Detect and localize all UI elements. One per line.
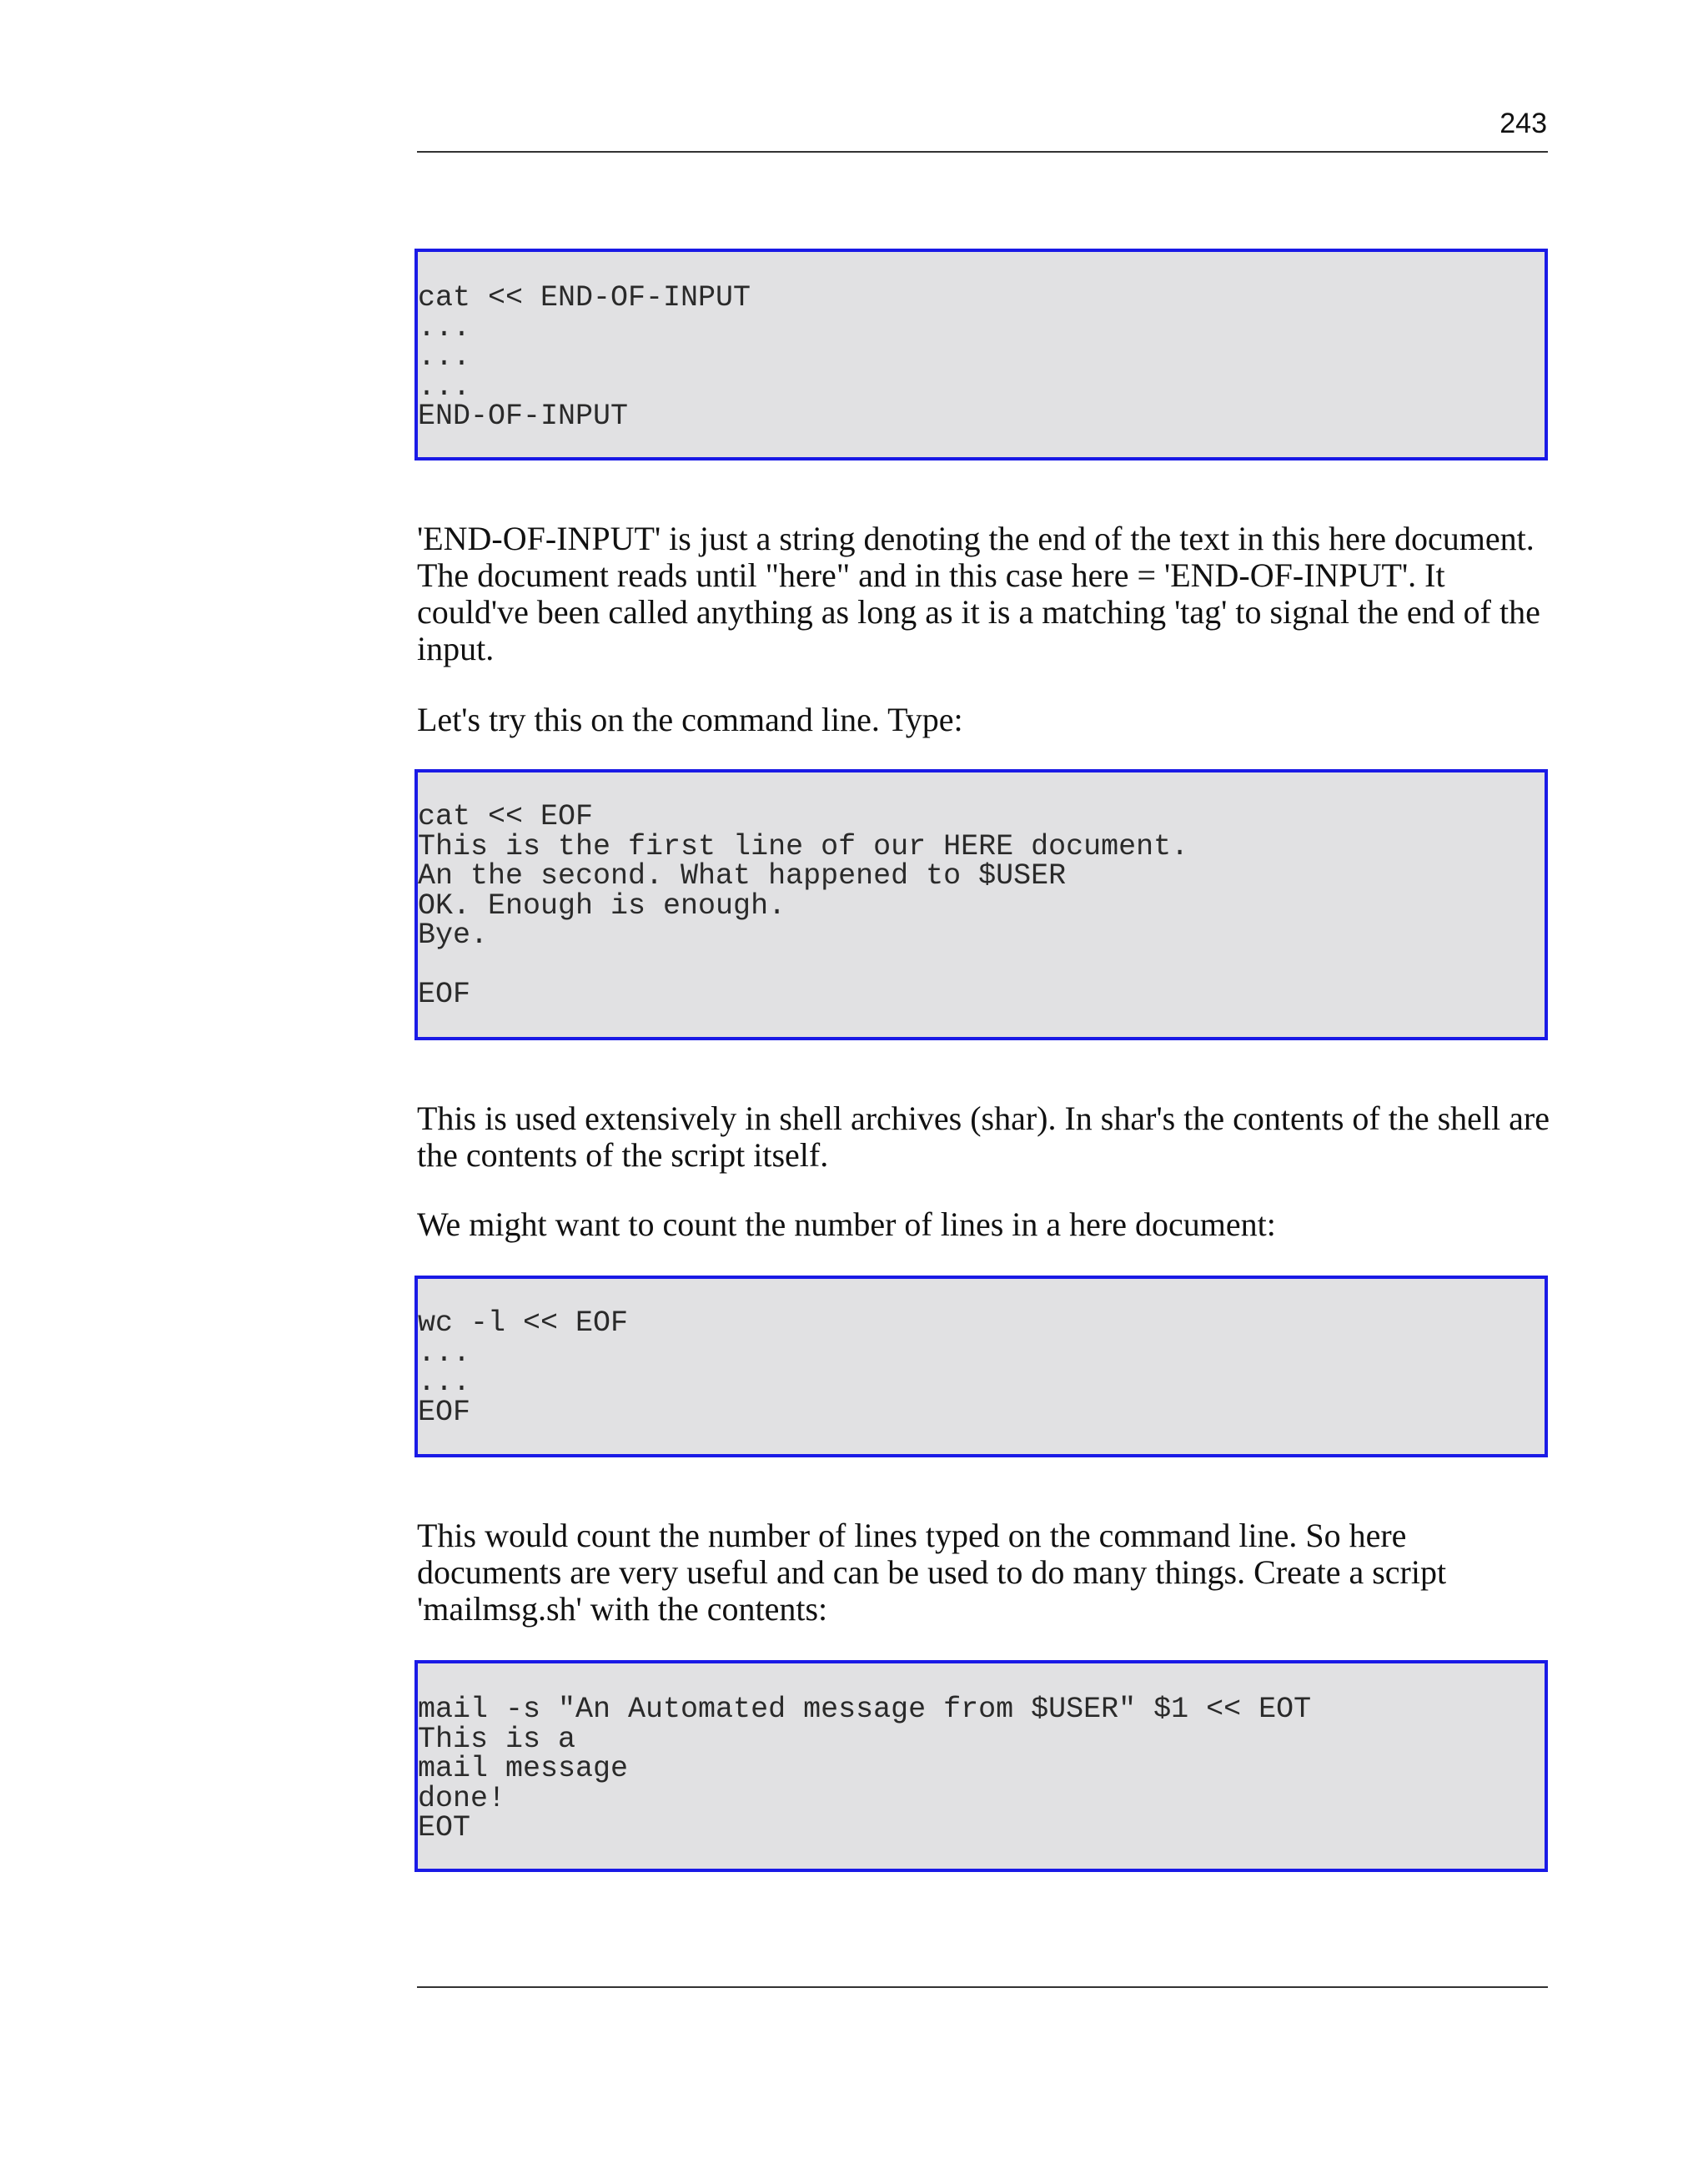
footer-rule: [417, 1986, 1548, 1988]
paragraph-count-lines-intro: We might want to count the number of lines in a here document:: [417, 1205, 1276, 1243]
code-text: cat << END-OF-INPUT ... ... ... END-OF-INPUT: [418, 281, 751, 433]
header-rule: [417, 151, 1548, 153]
code-block-mail-example: [414, 1660, 1548, 1872]
paragraph-end-of-input-explanation: 'END-OF-INPUT' is just a string denoting the end of the text in this here document. The document reads until "here" and in this case here = 'END-OF-INPUT'. It could've been called anything as long as it is a matching 'tag' to signal the end of the input.: [417, 520, 1540, 667]
code-block-wc-example: [414, 1276, 1548, 1457]
paragraph-try-command-line: Let's try this on the command line. Type:: [417, 701, 963, 738]
code-text: mail -s "An Automated message from $USER" $1 << EOT This is a mail message done! EOT: [418, 1693, 1312, 1844]
code-block-heredoc-syntax: [414, 249, 1548, 460]
code-text: wc -l << EOF ... ... EOF: [418, 1306, 629, 1429]
code-text: cat << EOF This is the first line of our HERE document. An the second. What happened to $USER OK. Enough is enough. Bye. EOF: [418, 800, 1189, 1011]
page-number: 243: [1500, 108, 1547, 139]
paragraph-shell-archives: This is used extensively in shell archives (shar). In shar's the contents of the shell are the contents of the script itself.: [417, 1100, 1550, 1174]
code-block-cat-example: [414, 769, 1548, 1040]
paragraph-mailmsg-intro: This would count the number of lines typed on the command line. So here documents are very useful and can be used to do many things. Create a script 'mailmsg.sh' with the contents:: [417, 1517, 1447, 1628]
